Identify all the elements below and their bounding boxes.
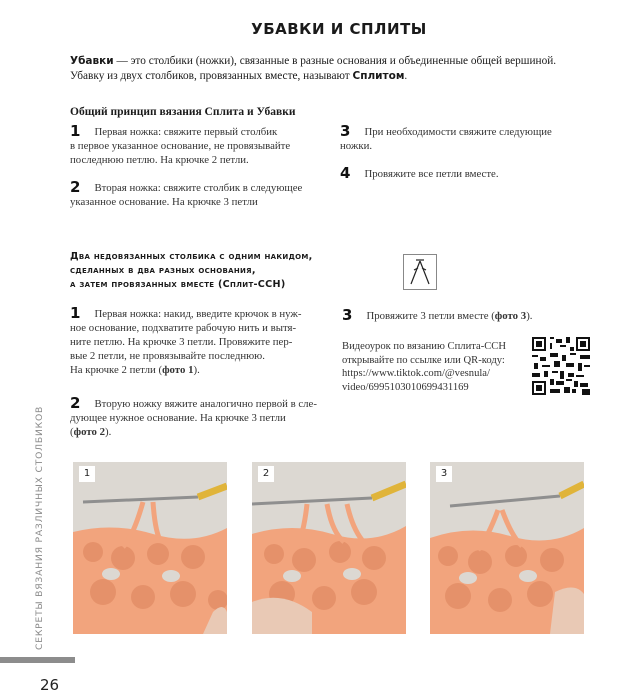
section2-step-3 bbox=[342, 308, 532, 323]
step-line: Первая ножка: свяжите первый столбик bbox=[94, 126, 278, 138]
step-line: в первое указанное основание, не провязывайте bbox=[70, 140, 291, 152]
step-line: дующее нужное основание. На крючке 3 петли bbox=[70, 412, 286, 424]
step-line: ). bbox=[526, 310, 533, 322]
step-line: Провяжите все петли вместе. bbox=[364, 168, 499, 180]
photo-ref: фото 3 bbox=[494, 310, 527, 322]
section2-step-2 bbox=[70, 396, 317, 439]
split-symbol-box bbox=[403, 254, 437, 290]
step-line: ните петлю. На крючке 3 петли. Провяжите пер- bbox=[70, 336, 293, 348]
step-line: На крючке 2 петли ( bbox=[70, 364, 163, 376]
side-caption: СЕКРЕТЫ ВЯЗАНИЯ РАЗЛИЧНЫХ СТОЛБИКОВ bbox=[34, 405, 45, 650]
intro-text-3: . bbox=[404, 70, 408, 82]
step-line: Вторую ножку вяжите аналогично первой в сле- bbox=[94, 398, 317, 410]
section2-heading bbox=[70, 250, 400, 292]
step-line: ). bbox=[193, 364, 200, 376]
crochet-photo-image bbox=[73, 462, 227, 634]
photo-3 bbox=[430, 462, 584, 634]
intro-paragraph bbox=[70, 54, 570, 84]
section1-heading: Общий принцип вязания Сплита и Убавки bbox=[70, 106, 296, 118]
step-line: указанное основание. На крючке 3 петли bbox=[70, 196, 258, 208]
section2-step-1 bbox=[70, 306, 302, 377]
photo-ref: фото 2 bbox=[73, 426, 105, 438]
step-number: 3 bbox=[342, 306, 353, 324]
crochet-photo-image bbox=[430, 462, 584, 634]
step-number: 3 bbox=[340, 122, 351, 140]
step-line: Вторая ножка: свяжите столбик в следующее bbox=[94, 182, 303, 194]
intro-bold-split: Сплитом bbox=[352, 70, 405, 82]
intro-text-1: — это столбики (ножки), связанные в разные основания и объединенные общей вершиной. bbox=[113, 55, 557, 67]
step-line: ножки. bbox=[340, 140, 373, 152]
video-link[interactable]: https://www.tiktok.com/@vesnula/ bbox=[342, 368, 490, 379]
photo-label: 1 bbox=[79, 466, 95, 482]
step-line: ). bbox=[105, 426, 112, 438]
video-lesson-text bbox=[342, 340, 524, 394]
step-line: ное основание, подхватите рабочую нить и вытя- bbox=[70, 322, 297, 334]
page-title: УБАВКИ И СПЛИТЫ bbox=[251, 20, 427, 38]
step-number: 4 bbox=[340, 164, 351, 182]
section1-step-3 bbox=[340, 124, 552, 153]
section1-step-2 bbox=[70, 180, 302, 209]
split-symbol-icon bbox=[408, 258, 432, 286]
video-link[interactable]: video/6995103010699431169 bbox=[342, 381, 469, 393]
footer-bar bbox=[0, 657, 75, 663]
step-line: вые 2 петли, не провязывайте последнюю. bbox=[70, 350, 265, 362]
step-number: 1 bbox=[70, 304, 81, 322]
step-line: Первая ножка: накид, введите крючок в нуж- bbox=[94, 308, 302, 320]
video-line: Видеоурок по вязанию Сплита-ССН bbox=[342, 341, 507, 352]
step-line: При необходимости свяжите следующие bbox=[364, 126, 552, 138]
qr-code-icon[interactable] bbox=[532, 337, 590, 395]
crochet-photo-image bbox=[252, 462, 406, 634]
page-number: 26 bbox=[40, 676, 60, 694]
step-line: ( bbox=[70, 426, 74, 438]
step-line: последнюю петлю. На крючке 2 петли. bbox=[70, 154, 249, 166]
video-line: открывайте по ссылке или QR-коду: bbox=[342, 354, 505, 366]
section1-step-4 bbox=[340, 166, 499, 181]
heading-line: Два недовязанных столбика с одним накидом, bbox=[70, 251, 313, 262]
heading-line: сделанных в два разных основания, bbox=[70, 265, 256, 276]
photo-2 bbox=[252, 462, 406, 634]
intro-bold-term: Убавки bbox=[70, 55, 114, 67]
step-number: 2 bbox=[70, 394, 81, 412]
photo-label: 2 bbox=[258, 466, 274, 482]
photo-label: 3 bbox=[436, 466, 452, 482]
photo-1 bbox=[73, 462, 227, 634]
step-number: 2 bbox=[70, 178, 81, 196]
photo-ref: фото 1 bbox=[162, 364, 194, 376]
heading-line: а затем провязанных вместе (Сплит-ССН) bbox=[70, 279, 286, 290]
section1-step-1 bbox=[70, 124, 290, 167]
step-number: 1 bbox=[70, 122, 81, 140]
step-line: Провяжите 3 петли вместе ( bbox=[366, 310, 495, 322]
intro-text-2: Убавку из двух столбиков, провязанных вместе, называют bbox=[70, 70, 353, 82]
